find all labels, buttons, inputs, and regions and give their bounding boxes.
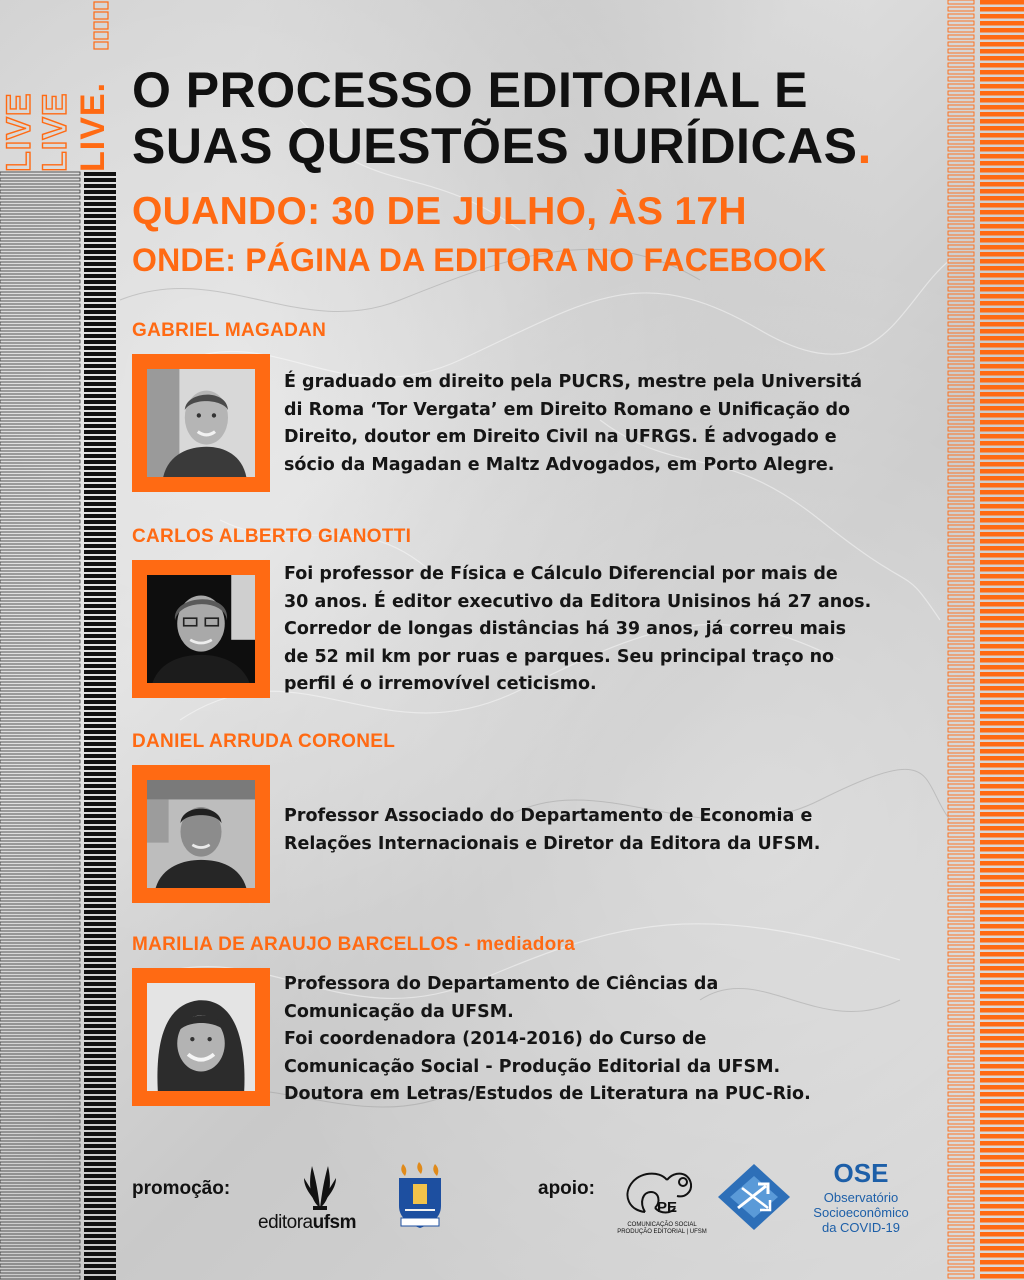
ose-subtitle (800, 1190, 922, 1235)
ufsm-word: ufsm (312, 1212, 357, 1233)
bio-line: sócio da Magadan e Maltz Advogados, em Porto Alegre. (284, 454, 835, 475)
bio-line: Relações Internacionais e Diretor da Editora da UFSM. (284, 833, 821, 854)
bio-line: di Roma ‘Tor Vergata’ em Direito Romano e Unificação do (284, 399, 851, 420)
live-top-dots (90, 0, 112, 54)
bio-line: de 52 mil km por ruas e parques. Seu principal traço no (284, 646, 835, 667)
bio-line: Doutora em Letras/Estudos de Literatura na PUC-Rio. (284, 1084, 811, 1104)
speaker-name-2: CARLOS ALBERTO GIANOTTI (132, 526, 412, 547)
title-line-1: O PROCESSO EDITORIAL E (132, 62, 808, 118)
bio-line: perfil é o irremovível ceticismo. (284, 674, 597, 694)
speaker-photo-4 (147, 983, 255, 1091)
ose-line-1: Observatório (823, 1190, 899, 1205)
bio-line: 30 anos. É editor executivo da Editora Unisinos há 27 anos. (284, 591, 872, 612)
bio-line: É graduado em direito pela PUCRS, mestre pela Universitá (284, 372, 863, 392)
speaker-bio-3 (284, 803, 904, 858)
ose-title: OSE (833, 1158, 889, 1188)
ose-line-3: da COVID-19 (821, 1220, 901, 1235)
left-stripe-decoration (0, 0, 118, 1280)
live-word-solid: LIVE. (74, 81, 112, 172)
promo-label: promoção: (132, 1178, 231, 1199)
speaker-bio-4 (284, 971, 904, 1109)
event-where: ONDE: PÁGINA DA EDITORA NO FACEBOOK (132, 242, 827, 278)
pe-caption-line-1: COMUNICAÇÃO SOCIAL (627, 1222, 697, 1228)
speaker-photo-1 (147, 369, 255, 477)
event-when: QUANDO: 30 DE JULHO, ÀS 17H (132, 190, 747, 233)
right-stripe-decoration (946, 0, 1024, 1280)
speaker-photo-frame-2 (132, 560, 270, 698)
ufsm-crest-icon (395, 1160, 445, 1232)
live-vertical-labels (2, 60, 118, 170)
speaker-bio-1 (284, 369, 904, 479)
speaker-photo-frame-3 (132, 765, 270, 903)
bio-line: Direito, doutor em Direito Civil na UFRGS. É advogado e (284, 427, 837, 447)
speaker-photo-frame-4 (132, 968, 270, 1106)
speaker-bio-2 (284, 561, 904, 699)
ose-logo-icon (716, 1162, 792, 1232)
pe-mark: PE (657, 1199, 678, 1216)
title-line-2: SUAS QUESTÕES JURÍDICAS (132, 118, 858, 174)
live-word-outline-2: LIVE (36, 92, 74, 172)
bio-line: Foi professor de Física e Cálculo Diferencial por mais de (284, 564, 838, 584)
apoio-label: apoio: (538, 1178, 595, 1199)
speaker-photo-frame-1 (132, 354, 270, 492)
bio-line: Foi coordenadora (2014-2016) do Curso de (284, 1029, 707, 1049)
bio-line: Comunicação da UFSM. (284, 1001, 514, 1022)
speaker-name-4: MARILIA DE ARAUJO BARCELLOS - mediadora (132, 934, 576, 955)
ose-line-2: Socioeconômico (813, 1205, 909, 1220)
speaker-name-3: DANIEL ARRUDA CORONEL (132, 731, 396, 752)
speaker-name-1: GABRIEL MAGADAN (132, 320, 327, 341)
event-title (132, 62, 922, 174)
editora-ufsm-wordmark (258, 1212, 356, 1234)
pe-caption (612, 1222, 712, 1236)
title-dot: . (857, 118, 872, 174)
pe-caption-line-2: PRODUÇÃO EDITORIAL | UFSM (617, 1229, 707, 1235)
speaker-photo-2 (147, 575, 255, 683)
bio-line: Professor Associado do Departamento de Economia e (284, 806, 813, 826)
live-word-outline-1: LIVE (0, 92, 38, 172)
speaker-photo-3 (147, 780, 255, 888)
bio-line: Comunicação Social - Produção Editorial da UFSM. (284, 1056, 781, 1077)
bio-line: Corredor de longas distâncias há 39 anos, já correu mais (284, 619, 847, 639)
editora-word: editora (258, 1212, 313, 1233)
bio-line: Professora do Departamento de Ciências da (284, 974, 719, 994)
